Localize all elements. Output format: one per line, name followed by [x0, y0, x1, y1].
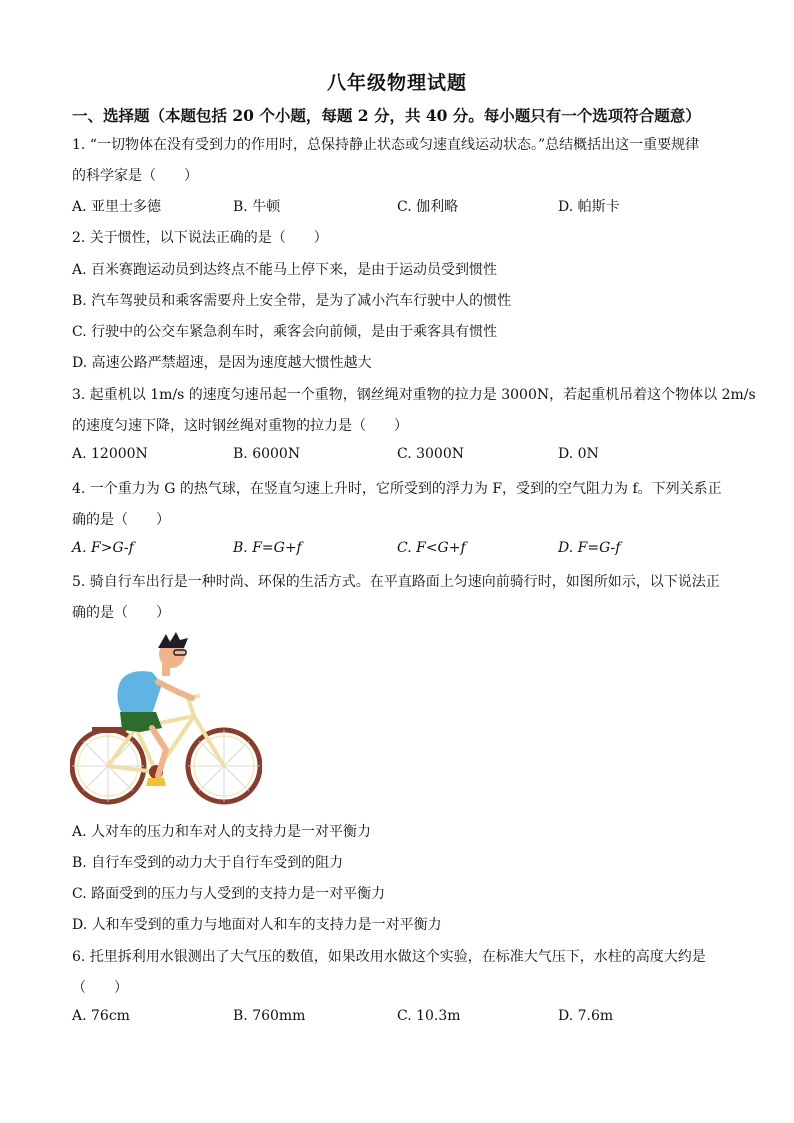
q5-option-a: A. 人对车的压力和车对人的支持力是一对平衡力 [72, 824, 372, 840]
rider [117, 632, 192, 786]
q6-line-2: （ ） [72, 980, 128, 996]
q4-option-a: A. F>G-f [72, 540, 134, 556]
q6-option-d: D. 7.6m [558, 1008, 614, 1024]
page-title: 八年级物理试题 [326, 72, 467, 94]
q3-option-c: C. 3000N [397, 446, 464, 462]
q2-option-c: C. 行驶中的公交车紧急刹车时，乘客会向前倾，是由于乘客具有惯性 [72, 324, 498, 340]
q2-option-d: D. 高速公路严禁超速，是因为速度越大惯性越大 [72, 355, 372, 371]
q4-option-c: C. F<G+f [397, 540, 466, 556]
section-heading: 一、选择题（本题包括 20 个小题，每题 2 分，共 40 分。每小题只有一个选项符合题意） [72, 106, 701, 125]
q3-line-1: 3. 起重机以 1m/s 的速度匀速吊起一个重物，钢丝绳对重物的拉力是 3000N，若起重机吊着这个物体以 2m/s [72, 387, 756, 403]
q4-line-1: 4. 一个重力为 G 的热气球，在竖直匀速上升时，它所受到的浮力为 F，受到的空气阻力为 f。下列关系正 [72, 481, 722, 497]
q1-line-1: 1. “一切物体在没有受到力的作用时，总保持静止状态或匀速直线运动状态。”总结概括出这一重要规律 [72, 137, 700, 153]
q4-option-d: D. F=G-f [558, 540, 621, 556]
q1-option-d: D. 帕斯卡 [558, 199, 620, 215]
q6-line-1: 6. 托里拆利用水银测出了大气压的数值，如果改用水做这个实验，在标准大气压下，水柱的高度大约是 [72, 949, 706, 965]
q1-option-b: B. 牛顿 [233, 199, 281, 215]
cyclist-illustration [70, 632, 262, 808]
q5-line-2: 确的是（ ） [72, 605, 170, 621]
q6-option-a: A. 76cm [72, 1008, 130, 1024]
q3-option-a: A. 12000N [72, 446, 148, 462]
q5-option-d: D. 人和车受到的重力与地面对人和车的支持力是一对平衡力 [72, 917, 442, 933]
q2-option-b: B. 汽车驾驶员和乘客需要舟上安全带，是为了减小汽车行驶中人的惯性 [72, 293, 512, 309]
q4-line-2: 确的是（ ） [72, 512, 170, 528]
q3-option-b: B. 6000N [233, 446, 301, 462]
rear-rack [92, 727, 126, 733]
q6-option-c: C. 10.3m [397, 1008, 461, 1024]
q5-line-1: 5. 骑自行车出行是一种时尚、环保的生活方式。在平直路面上匀速向前骑行时，如图所如示，以下说法正 [72, 574, 720, 590]
q5-option-c: C. 路面受到的压力与人受到的支持力是一对平衡力 [72, 886, 386, 902]
q1-option-c: C. 伽利略 [397, 199, 459, 215]
q6-option-b: B. 760mm [233, 1008, 306, 1024]
q5-option-b: B. 自行车受到的动力大于自行车受到的阻力 [72, 855, 344, 871]
q2-option-a: A. 百米赛跑运动员到达终点不能马上停下来，是由于运动员受到惯性 [72, 262, 498, 278]
q3-option-d: D. 0N [558, 446, 599, 462]
q4-option-b: B. F=G+f [233, 540, 302, 556]
q3-line-2: 的速度匀速下降，这时钢丝绳对重物的拉力是（ ） [72, 418, 408, 434]
q2-line-1: 2. 关于惯性，以下说法正确的是（ ） [72, 230, 328, 246]
q1-option-a: A. 亚里士多德 [72, 199, 162, 215]
q1-line-2: 的科学家是（ ） [72, 168, 198, 184]
